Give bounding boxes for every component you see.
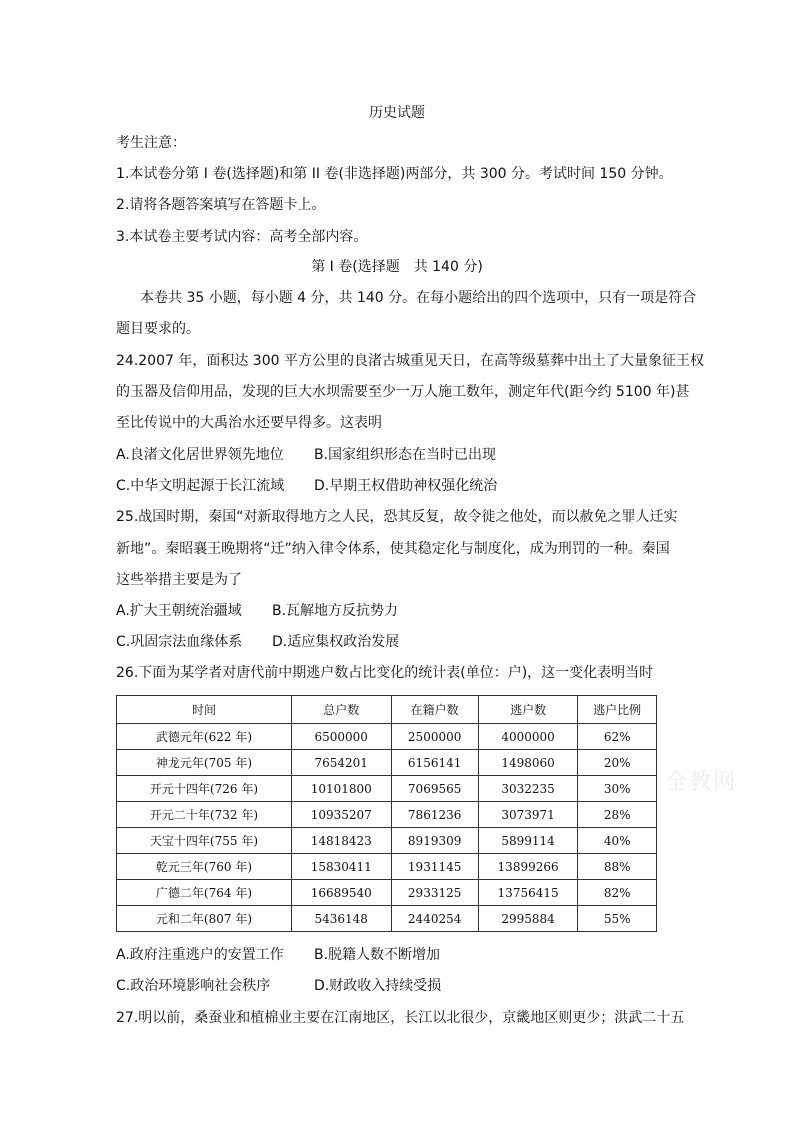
cell-total: 15830411 [291, 854, 391, 880]
header-runaway: 逃户数 [478, 696, 578, 724]
question-24-option-b[interactable]: B.国家组织形态在当时已出现 [314, 447, 497, 463]
cell-total: 10101800 [291, 776, 391, 802]
notice-heading: 考生注意： [116, 135, 186, 151]
cell-runaway: 13756415 [478, 880, 578, 906]
question-25-option-d[interactable]: D.适应集权政治发展 [272, 634, 400, 650]
notice-item: 3.本试卷主要考试内容：高考全部内容。 [116, 229, 368, 245]
table-row [117, 906, 657, 932]
question-25-text: 新地”。秦昭襄王晚期将“迁”纳入律令体系，使其稳定化与制度化，成为刑罚的一种。秦国 [116, 541, 670, 557]
table-row [117, 776, 657, 802]
header-total: 总户数 [291, 696, 391, 724]
cell-ratio: 82% [578, 880, 657, 906]
cell-ratio: 40% [578, 828, 657, 854]
cell-runaway: 2995884 [478, 906, 578, 932]
cell-total: 6500000 [291, 724, 391, 750]
question-26-option-c[interactable]: C.政治环境影响社会秩序 [116, 978, 271, 994]
cell-time: 元和二年(807 年) [117, 906, 292, 932]
notice-item: 2.请将各题答案填写在答题卡上。 [116, 197, 326, 213]
cell-time: 开元十四年(726 年) [117, 776, 292, 802]
cell-registered: 1931145 [391, 854, 478, 880]
cell-registered: 2933125 [391, 880, 478, 906]
question-25-text: 这些举措主要是为了 [116, 572, 242, 588]
question-25-text: 25.战国时期，秦国“对新取得地方之人民，恐其反复，故令徙之他处，而以赦免之罪人迁实 [116, 509, 678, 525]
question-25-option-c[interactable]: C.巩固宗法血缘体系 [116, 634, 243, 650]
table-header-row [117, 696, 657, 724]
cell-total: 16689540 [291, 880, 391, 906]
cell-time: 广德二年(764 年) [117, 880, 292, 906]
section-intro: 本卷共 35 小题，每小题 4 分，共 140 分。在每小题给出的四个选项中，只有一项是符合 [140, 290, 697, 306]
question-26-text: 26.下面为某学者对唐代前中期逃户数占比变化的统计表(单位：户)，这一变化表明当时 [116, 665, 654, 681]
question-24-option-c[interactable]: C.中华文明起源于长江流域 [116, 478, 285, 494]
cell-ratio: 30% [578, 776, 657, 802]
cell-time: 神龙元年(705 年) [117, 750, 292, 776]
question-25-option-b[interactable]: B.瓦解地方反抗势力 [272, 603, 399, 619]
cell-registered: 8919309 [391, 828, 478, 854]
table-row [117, 750, 657, 776]
cell-runaway: 13899266 [478, 854, 578, 880]
question-24-text: 的玉器及信仰用品，发现的巨大水坝需要至少一万人施工数年，测定年代(距今约 5100 年)甚 [116, 384, 690, 400]
table-row [117, 724, 657, 750]
cell-runaway: 5899114 [478, 828, 578, 854]
page-title: 历史试题 [369, 105, 425, 121]
cell-registered: 2440254 [391, 906, 478, 932]
question-24-text: 至比传说中的大禹治水还要早得多。这表明 [116, 415, 382, 431]
table-row [117, 880, 657, 906]
cell-total: 5436148 [291, 906, 391, 932]
cell-ratio: 55% [578, 906, 657, 932]
cell-registered: 6156141 [391, 750, 478, 776]
cell-runaway: 1498060 [478, 750, 578, 776]
question-24-text: 24.2007 年，面积达 300 平方公里的良渚古城重见天日，在高等级墓葬中出土了大量象征王权 [116, 353, 704, 369]
header-ratio: 逃户比例 [578, 696, 657, 724]
table-row [117, 802, 657, 828]
question-26-option-a[interactable]: A.政府注重逃户的安置工作 [116, 947, 284, 963]
cell-time: 武德元年(622 年) [117, 724, 292, 750]
cell-total: 14818423 [291, 828, 391, 854]
cell-registered: 2500000 [391, 724, 478, 750]
cell-runaway: 4000000 [478, 724, 578, 750]
header-registered: 在籍户数 [391, 696, 478, 724]
section-title: 第 I 卷(选择题 共 140 分) [311, 259, 483, 275]
question-24-option-a[interactable]: A.良渚文化居世界领先地位 [116, 447, 284, 463]
cell-ratio: 28% [578, 802, 657, 828]
question-27-text: 27.明以前，桑蚕业和植棉业主要在江南地区，长江以北很少，京畿地区则更少；洪武二十五 [116, 1010, 685, 1026]
cell-runaway: 3032235 [478, 776, 578, 802]
cell-time: 天宝十四年(755 年) [117, 828, 292, 854]
runaway-households-table [116, 695, 657, 932]
cell-time: 开元二十年(732 年) [117, 802, 292, 828]
cell-ratio: 20% [578, 750, 657, 776]
watermark: 全教网 [665, 770, 738, 795]
table-row [117, 828, 657, 854]
cell-ratio: 62% [578, 724, 657, 750]
section-intro: 题目要求的。 [116, 321, 200, 337]
question-26-option-d[interactable]: D.财政收入持续受损 [314, 978, 442, 994]
cell-time: 乾元三年(760 年) [117, 854, 292, 880]
table-row [117, 854, 657, 880]
question-25-option-a[interactable]: A.扩大王朝统治疆域 [116, 603, 242, 619]
cell-ratio: 88% [578, 854, 657, 880]
question-26-option-b[interactable]: B.脱籍人数不断增加 [314, 947, 441, 963]
question-24-option-d[interactable]: D.早期王权借助神权强化统治 [314, 478, 498, 494]
cell-total: 7654201 [291, 750, 391, 776]
notice-item: 1.本试卷分第 I 卷(选择题)和第 II 卷(非选择题)两部分，共 300 分。考试时间 150 分钟。 [116, 166, 673, 182]
cell-registered: 7861236 [391, 802, 478, 828]
cell-total: 10935207 [291, 802, 391, 828]
cell-registered: 7069565 [391, 776, 478, 802]
header-time: 时间 [117, 696, 292, 724]
cell-runaway: 3073971 [478, 802, 578, 828]
